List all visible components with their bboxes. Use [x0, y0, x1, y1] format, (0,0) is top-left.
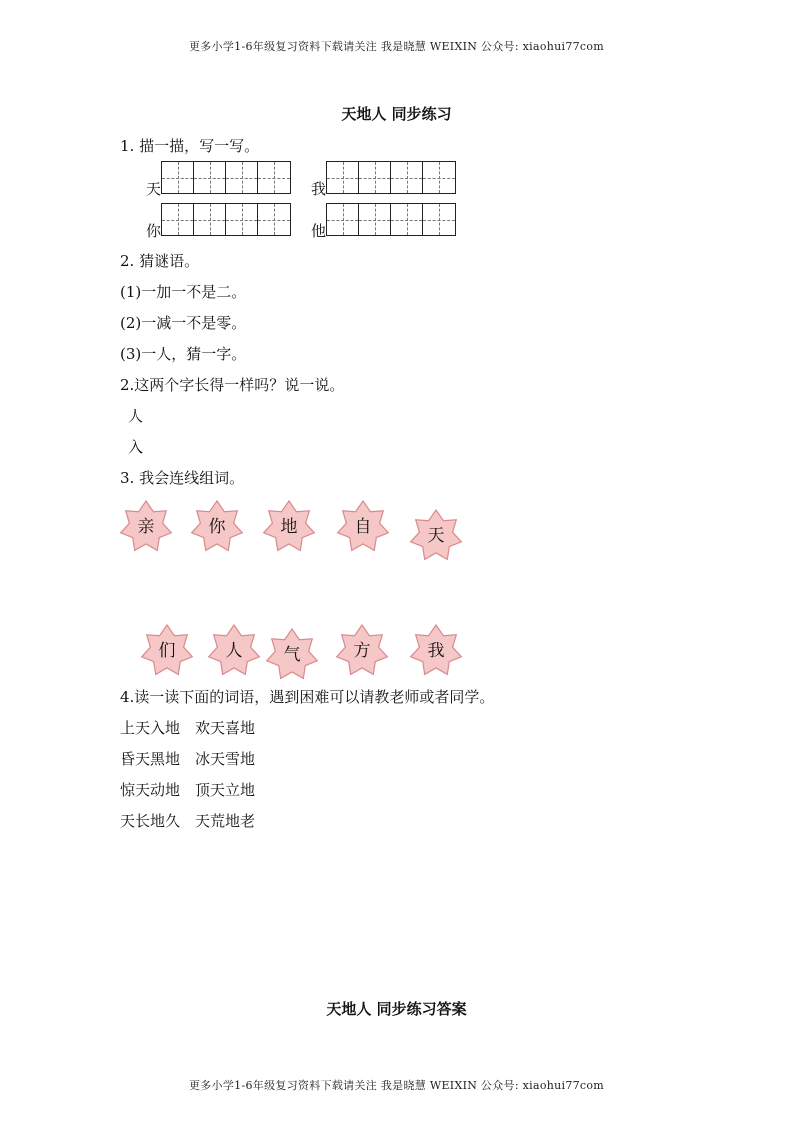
answer-title: 天地人 同步练习答案 — [326, 1000, 467, 1018]
q2-prompt: 2. 猜谜语。 — [120, 252, 200, 270]
q2b-prompt: 2.这两个字长得一样吗？说一说。 — [120, 376, 345, 394]
page-title: 天地人 同步练习 — [341, 105, 452, 123]
star-char: 气 — [283, 645, 301, 665]
writing-grid-tian[interactable] — [161, 161, 291, 194]
q4-prompt: 4.读一读下面的词语，遇到困难可以请教老师或者同学。 — [120, 688, 495, 706]
star-char: 地 — [280, 517, 298, 537]
q3-prompt: 3. 我会连线组词。 — [120, 469, 245, 487]
bottom-star-5[interactable] — [409, 624, 463, 678]
word-row-3: 惊天动地 顶天立地 — [120, 781, 256, 799]
bottom-star-2[interactable] — [207, 624, 261, 678]
top-star-5[interactable] — [409, 509, 463, 563]
riddle-1: (1)一加一不是二。 — [120, 283, 247, 301]
star-char: 亲 — [137, 517, 155, 537]
star-char: 方 — [353, 641, 371, 661]
word-row-2: 昏天黑地 冰天雪地 — [120, 750, 256, 768]
top-star-1[interactable] — [119, 500, 173, 554]
star-char: 天 — [427, 526, 445, 546]
word-row-4: 天长地久 天荒地老 — [120, 812, 256, 830]
q1-label-ta: 他 — [311, 222, 327, 240]
word-row-1: 上天入地 欢天喜地 — [120, 719, 256, 737]
riddle-3: (3)一人，猜一字。 — [120, 345, 247, 363]
bottom-star-4[interactable] — [335, 624, 389, 678]
star-char: 人 — [225, 641, 243, 661]
q1-label-tian: 天 — [146, 180, 162, 198]
writing-grid-wo[interactable] — [326, 161, 456, 194]
q1-label-ni: 你 — [146, 222, 162, 240]
page-footer: 更多小学1-6年级复习资料下载请关注 我是晓慧 WEIXIN 公众号: xiaohui77com — [188, 1079, 605, 1092]
q1-label-wo: 我 — [311, 180, 327, 198]
bottom-star-3[interactable] — [265, 628, 319, 682]
star-char: 自 — [354, 517, 372, 537]
top-star-2[interactable] — [190, 500, 244, 554]
writing-grid-ni[interactable] — [161, 203, 291, 236]
page-header: 更多小学1-6年级复习资料下载请关注 我是晓慧 WEIXIN 公众号: xiaohui77com — [188, 40, 605, 53]
q1-prompt: 1. 描一描，写一写。 — [120, 137, 260, 155]
char-ren: 人 — [128, 407, 144, 425]
top-star-4[interactable] — [336, 500, 390, 554]
riddle-2: (2)一减一不是零。 — [120, 314, 247, 332]
bottom-star-1[interactable] — [140, 624, 194, 678]
char-ru: 入 — [128, 438, 144, 456]
writing-grid-ta[interactable] — [326, 203, 456, 236]
top-star-3[interactable] — [262, 500, 316, 554]
star-char: 你 — [208, 517, 226, 537]
star-char: 们 — [158, 641, 176, 661]
star-char: 我 — [427, 641, 445, 661]
